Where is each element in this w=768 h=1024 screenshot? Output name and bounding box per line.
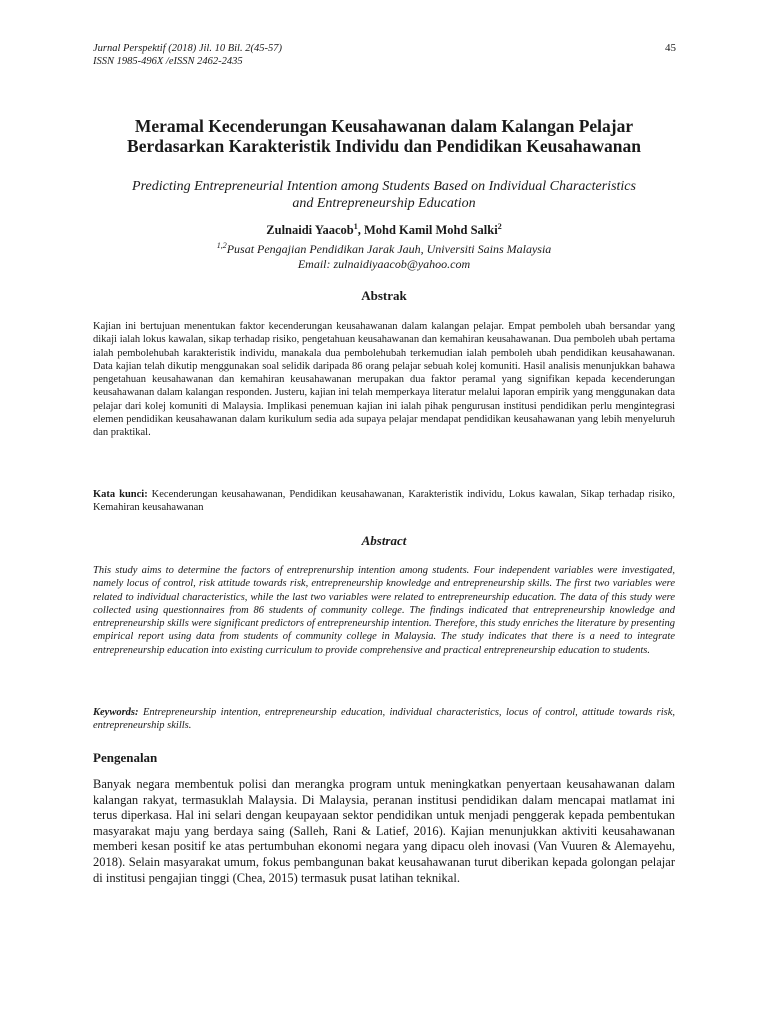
journal-header [93,42,282,68]
abstract-keywords [93,706,675,733]
title-line-2: Berdasarkan Karakteristik Individu dan Pendidikan Keusahawanan [127,136,641,156]
affiliation-sup: 1,2 [216,241,227,250]
abstrak-heading: Abstrak [361,288,407,303]
abstrak-text: Kajian ini bertujuan menentukan faktor kecenderungan keusahawanan dalam kalangan pelajar. Empat pemboleh ubah bersandar yang dikaji ialah lokus kawalan, sikap terhadap risiko, pengetahuan keusahawanan dan kemahiran keusahawanan. Dua pemboleh ubah pertama ialah pembolehubah karakteristik individu, manakala dua pembolehubah terkemudian ialah pemboleh ubah pendidikan keusahawanan. Data kajian telah dikutip menggunakan soal selidik daripada 86 orang pelajar sebuah kolej komuniti. Hasil analisis menunjukkan bahawa pengetahuan keusahawanan dan kemahiran keusahawanan merupakan dua faktor peramal yang signifikan kepada kecenderungan keusahawanan dalam kalangan responden. Justeru, kajian ini telah memperkaya literatur melalui laporan empirik yang menggunakan data pelajar dari kolej komuniti di Malaysia. Implikasi penemuan kajian ini ialah pihak pengurusan institusi pendidikan perlu mengintegrasi elemen pendidikan keusahawanan dalam kurikulum sedia ada supaya pelajar mendapat pendidikan keusahawanan yang lebih menyeluruh dan praktikal. [93,321,675,439]
subtitle-line-2: and Entrepreneurship Education [292,196,476,211]
affiliation [60,238,708,257]
journal-issn: ISSN 1985-496X /eISSN 2462-2435 [93,56,243,67]
abstract-keywords-label: Keywords: [93,707,139,718]
authors [60,222,708,238]
author-2-sup: 2 [497,222,502,231]
paper-title [60,116,708,156]
subtitle-line-1: Predicting Entrepreneurial Intention among Students Based on Individual Characteristics [132,179,636,194]
abstrak-keywords [93,488,675,515]
pengenalan-heading: Pengenalan [93,750,158,765]
author-2: Mohd Kamil Mohd Salki [363,223,498,238]
title-line-1: Meramal Kecenderungan Keusahawanan dalam Kalangan Pelajar [134,116,634,136]
pengenalan-text: Banyak negara membentuk polisi dan merangka program untuk meningkatkan penyertaan keusahawanan dalam kalangan rakyat, termasuklah Malaysia. Di Malaysia, peranan institusi pendidikan dalam mencapai matlamat ini terus diperkasa. Hal ini selari dengan keupayaan sektor pendidikan untuk menjadi penggerak kepada pembentukan masyarakat maju yang berdaya saing (Salleh, Rani & Latief, 2016). Kajian menunjukkan aktiviti keusahawanan memberi kesan positif ke atas pertumbuhan ekonomi negara yang dipacu oleh inovasi (Van Vuuren & Alemayehu, 2018). Selain masyarakat umum, fokus pembangunan bakat keusahawanan turut diberikan kepada golongan pelajar di institusi pengajian tinggi (Chea, 2015) termasuk pusat latihan teknikal. [93,777,675,885]
page-number: 45 [665,42,676,54]
abstract-text: This study aims to determine the factors of entreprenurship intention among students. Four independent variables were investigated, namely locus of control, risk attitude towards risk, entrepreneurship knowledge and entrepreneurship skills. The first two variables were related to individual characteristics, while the last two variables were related to entrepreneurship education. The data of this study were collected using questionnaires from 86 students of community college. The findings indicated that entrepreneurship knowledge and entrepreneurship skills were significant predictors of entrepreneurship intention. Therefore, this study enriches the literature by presenting empirical report using data from students of community college in Malaysia. The study indicates that there is a need to integrate entrepreneurship education into existing curriculum to provide comprehensive and practical entrepreneurship education to students. [93,565,675,656]
paper-subtitle [80,178,688,212]
abstract-heading: Abstract [361,533,407,548]
abstrak-keywords-label: Kata kunci: [93,489,148,500]
author-separator: , [357,223,364,238]
author-email: Email: zulnaidiyaacob@yahoo.com [297,257,471,271]
affiliation-text: Pusat Pengajian Pendidikan Jarak Jauh, Universiti Sains Malaysia [226,242,552,256]
author-1-sup: 1 [353,222,358,231]
author-1: Zulnaidi Yaacob [266,223,354,238]
journal-citation: Jurnal Perspektif (2018) Jil. 10 Bil. 2(45-57) [93,43,282,54]
affiliation-block [60,238,708,272]
abstrak-keywords-text: Kecenderungan keusahawanan, Pendidikan keusahawanan, Karakteristik individu, Lokus kawalan, Sikap terhadap risiko, Kemahiran keusahawanan [93,489,675,514]
abstract-keywords-text: Entrepreneurship intention, entrepreneurship education, individual characteristics, locus of control, attitude towards risk, entrepreneurship skills. [93,707,675,732]
